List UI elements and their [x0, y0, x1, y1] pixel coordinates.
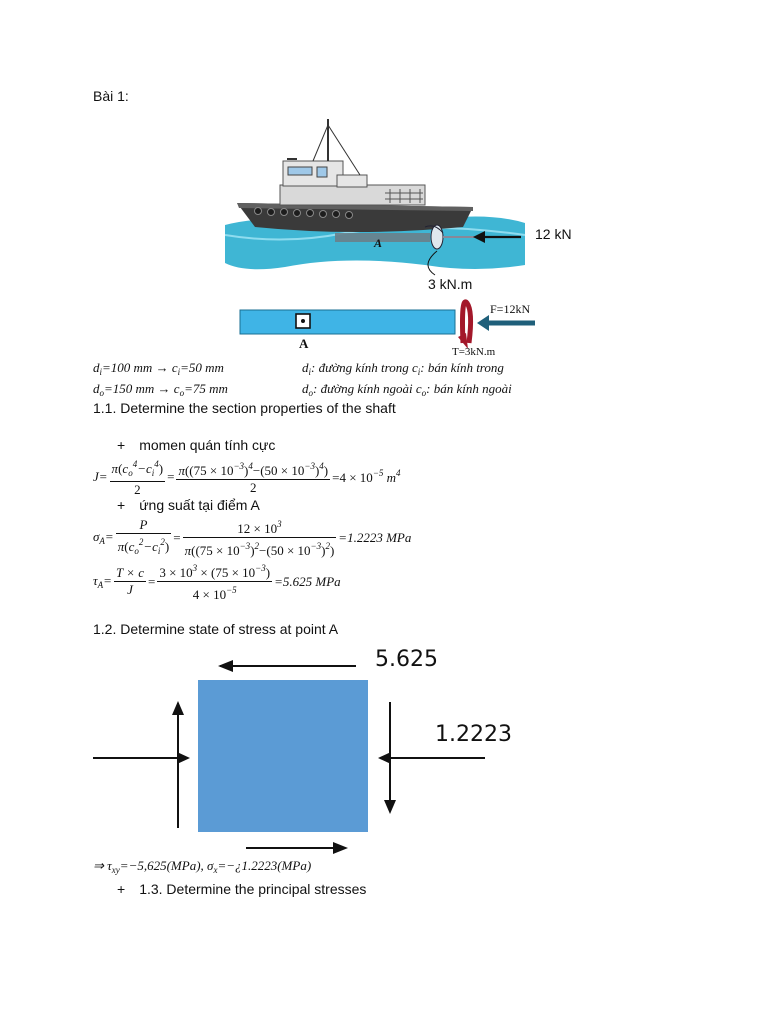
di-definition: $d_i=100$ mm → $c_i=50$ mm [93, 360, 224, 377]
shear-arrowhead-top [218, 660, 233, 672]
section-1-2-title: 1.2. Determine state of stress at point A [93, 621, 339, 637]
shear-arrowhead-left [172, 701, 184, 715]
equation-J: J= $\frac{\pi(c_o^4-c_i^4)}{2}$ = $\frac{\pi((75 \times 10^{-3})^4-(50 \times 10^{-3})^4)}{2}$ $=4 \times 10^{-5}$ $m^4$ [93, 456, 401, 498]
equation-tau: $\tau_A=$ $\frac{T \times c}{J}$ = $\frac{3 \times 10^3 \times (75 \times 10^{-3})}{4 \times 10^{-5}}$ =5.625 MPa [93, 560, 341, 603]
bullet-1: + momen quán tính cực [117, 437, 276, 453]
stress-element-diagram [90, 650, 520, 860]
do-description: $d_o$: đường kính ngoài $c_o$: bán kính ngoài [302, 381, 512, 398]
di-description: $d_i$: đường kính trong $c_i$: bán kính trong [302, 360, 504, 377]
shaft-force-label: F=12kN [490, 302, 531, 316]
force-label: 12 kN [535, 226, 572, 242]
bullet-3: + 1.3. Determine the principal stresses [117, 881, 367, 897]
page-heading: Bài 1: [93, 88, 129, 104]
stress-result-line: ⇒ $\tau_{xy}=-5,625(MPa)$, $\sigma_x=-¿1.2223(MPa)$ [93, 858, 312, 875]
shaft-point-label: A [299, 336, 309, 351]
shear-arrowhead-right [384, 800, 396, 814]
equation-sigma: $\sigma_A=$ $\frac{P}{\pi(c_o^2-c_i^2)}$ = $\frac{12 \times 10^3}{\pi((75 \times 10^{-3})^2-(50 \times 10^{-3})^2)}$ =1.2223 MPa [93, 516, 412, 558]
do-definition: $d_o=150$ mm → $c_o=75$ mm [93, 381, 228, 398]
stress-element-square [198, 680, 368, 832]
tugboat-figure [225, 115, 585, 365]
normal-stress-label: 1.2223 [435, 722, 512, 747]
bullet-2: + ứng suất tại điểm A [117, 497, 260, 513]
torque-label: 3 kN.m [428, 276, 473, 292]
boat-point-label: A [374, 236, 383, 250]
shear-stress-label: 5.625 [375, 647, 438, 672]
normal-arrowhead-left [177, 752, 190, 764]
normal-arrowhead-right [378, 752, 391, 764]
shear-arrowhead-bottom [333, 842, 348, 854]
section-1-1-title: 1.1. Determine the section properties of the shaft [93, 400, 396, 416]
shaft-torque-label: T=3kN.m [452, 346, 496, 358]
